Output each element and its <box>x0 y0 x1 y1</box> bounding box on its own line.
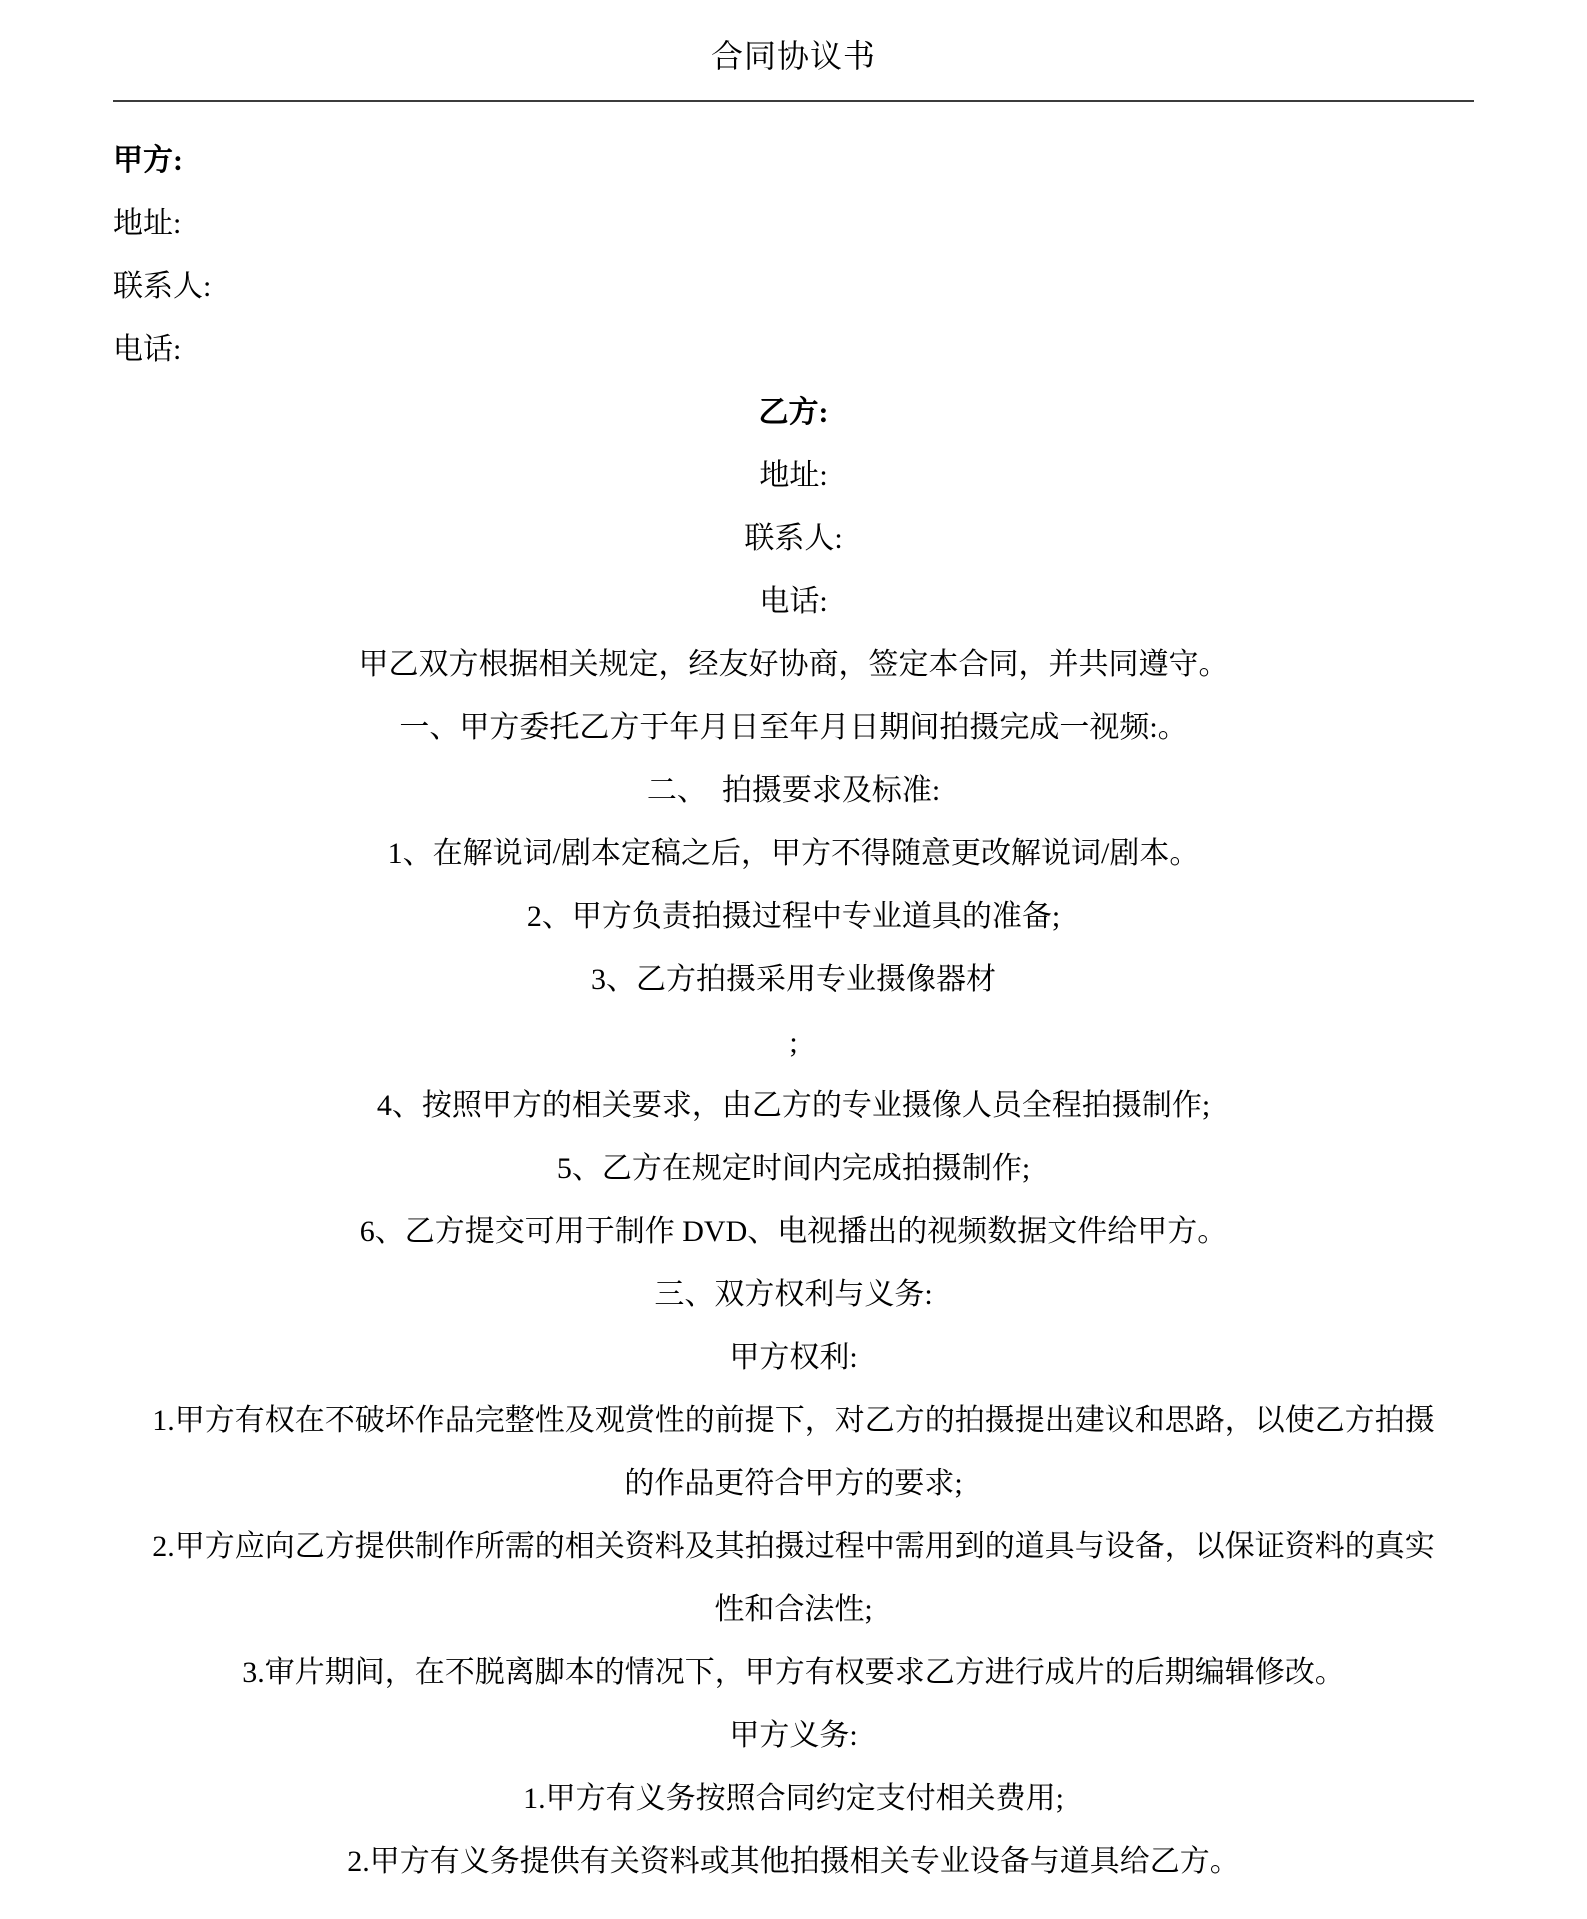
document-line: 3.审片期间，在不脱离脚本的情况下，甲方有权要求乙方进行成片的后期编辑修改。 <box>242 1656 1345 1689</box>
document-line: 6、乙方提交可用于制作 DVD、电视播出的视频数据文件给甲方。 <box>359 1215 1228 1248</box>
document-line: 甲乙双方根据相关规定，经友好协商，签定本合同，并共同遵守。 <box>358 648 1229 681</box>
document-line: 电话: <box>759 585 828 618</box>
document-line: 1、在解说词/剧本定稿之后，甲方不得随意更改解说词/剧本。 <box>387 837 1200 870</box>
document-line: 甲方: <box>113 144 183 177</box>
document-line: 1.甲方有权在不破坏作品完整性及观赏性的前提下，对乙方的拍摄提出建议和思路，以使乙方拍摄 <box>152 1404 1435 1437</box>
document-line: 地址: <box>759 459 828 492</box>
document-line: 5、乙方在规定时间内完成拍摄制作; <box>556 1152 1031 1185</box>
document-line: 二、 拍摄要求及标准: <box>646 774 941 807</box>
document-line: 甲方权利: <box>729 1341 858 1374</box>
document-line: 1.甲方有义务按照合同约定支付相关费用; <box>523 1782 1064 1815</box>
document-line: 一、甲方委托乙方于年月日至年月日期间拍摄完成一视频:。 <box>399 711 1188 744</box>
document-line: 乙方: <box>758 396 829 429</box>
document-line: 性和合法性; <box>714 1593 873 1626</box>
document-line: ; <box>789 1026 798 1059</box>
document-line: 2.甲方应向乙方提供制作所需的相关资料及其拍摄过程中需用到的道具与设备，以保证资料的真实 <box>152 1530 1435 1563</box>
document-line: 联系人: <box>744 522 843 555</box>
document-line: 2、甲方负责拍摄过程中专业道具的准备; <box>526 900 1061 933</box>
document-line: 地址: <box>113 207 182 240</box>
document-line: 电话: <box>113 333 182 366</box>
document-line: 三、双方权利与义务: <box>654 1278 933 1311</box>
document-body <box>0 102 1587 1893</box>
document-line: 2.甲方有义务提供有关资料或其他拍摄相关专业设备与道具给乙方。 <box>347 1845 1240 1878</box>
document-line: 甲方义务: <box>729 1719 858 1752</box>
document-line: 的作品更符合甲方的要求; <box>624 1467 963 1500</box>
document-line: 4、按照甲方的相关要求，由乙方的专业摄像人员全程拍摄制作; <box>376 1089 1211 1122</box>
document-line: 3、乙方拍摄采用专业摄像器材 <box>591 963 996 996</box>
document-line: 联系人: <box>113 270 212 303</box>
document-title: 合同协议书 <box>710 38 876 74</box>
